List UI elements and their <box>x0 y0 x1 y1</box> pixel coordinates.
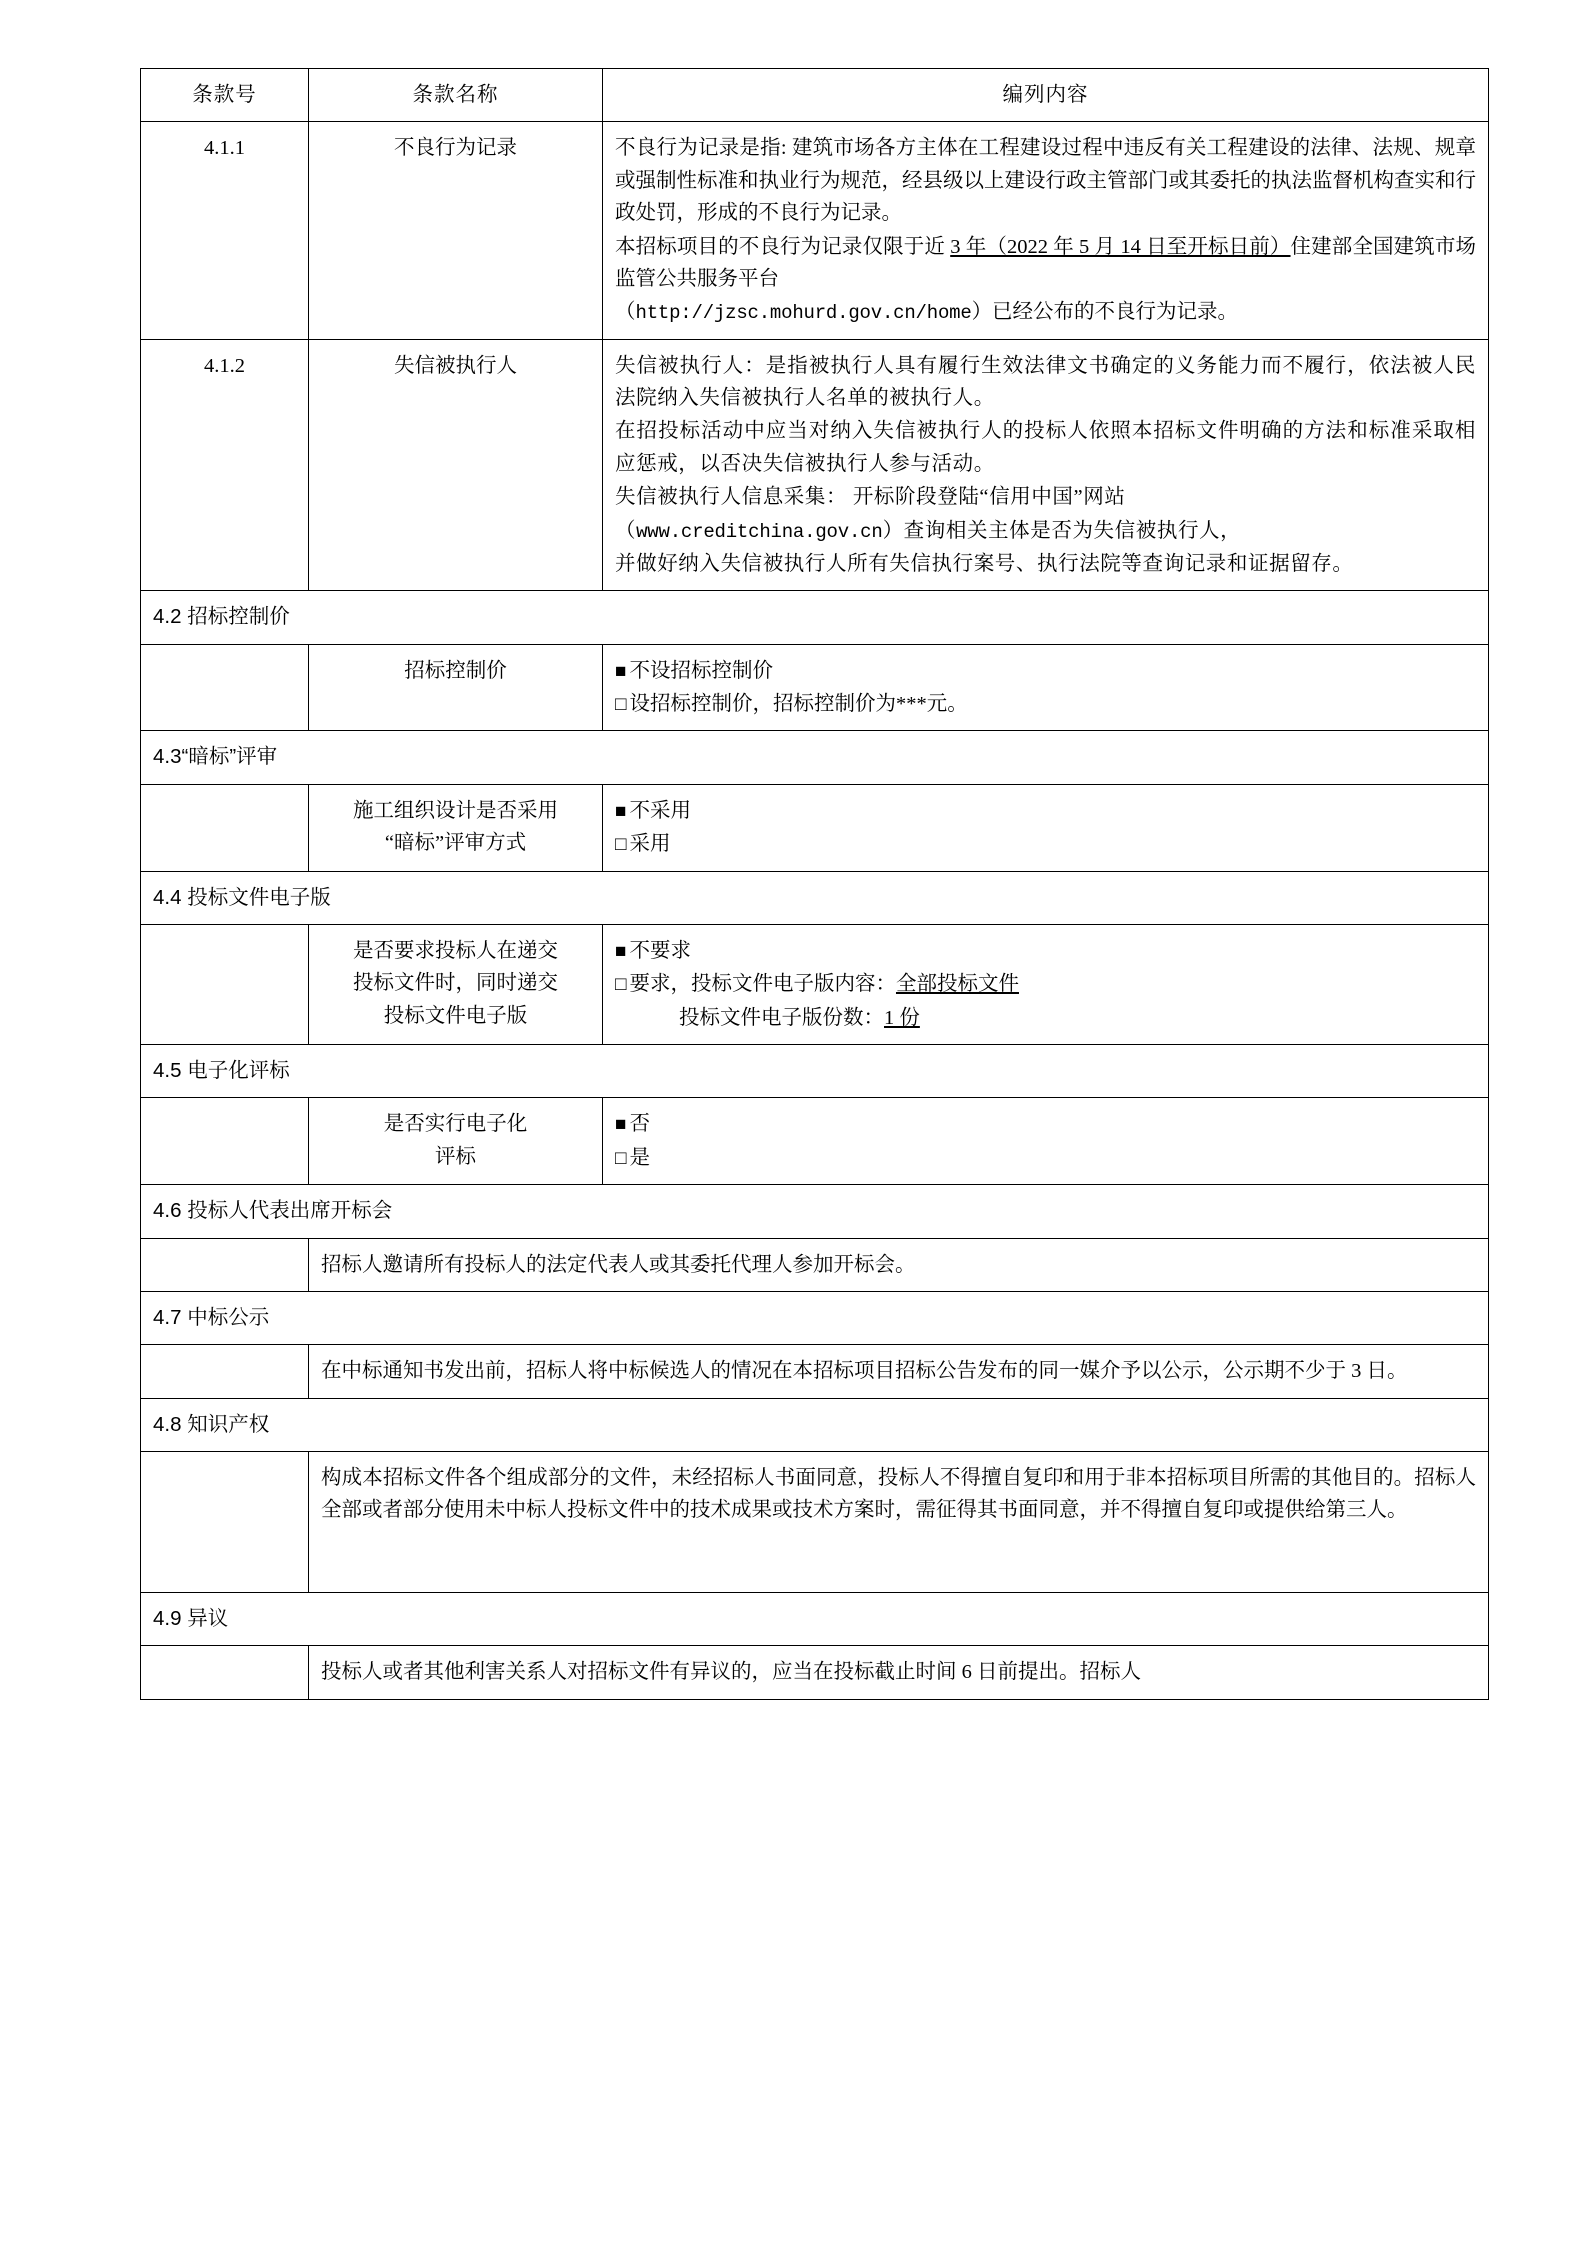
section-title-45: 4.5 电子化评标 <box>141 1045 1489 1098</box>
table-row <box>141 1452 1489 1593</box>
clause-content-e-evaluation <box>603 1098 1489 1185</box>
clause-name-411: 不良行为记录 <box>309 122 603 339</box>
table-row <box>141 924 1489 1044</box>
clause-no-412: 4.1.2 <box>141 339 309 591</box>
section-heading-row-44 <box>141 871 1489 924</box>
section-title-46: 4.6 投标人代表出席开标会 <box>141 1185 1489 1238</box>
clause-no-empty <box>141 1452 309 1593</box>
table-row <box>141 1098 1489 1185</box>
clause-content-winner-publicity: 在中标通知书发出前，招标人将中标候选人的情况在本招标项目招标公告发布的同一媒介予以公示，公示期不少于 3 日。 <box>309 1345 1489 1398</box>
clause-name-line: 投标文件时，同时递交 <box>353 972 558 995</box>
paragraph: 在招投标活动中应当对纳入失信被执行人的投标人依照本招标文件明确的方法和标准采取相应惩戒，以否决失信被执行人参与活动。 <box>615 420 1476 475</box>
header-clause-name: 条款名称 <box>309 69 603 122</box>
table-row <box>141 644 1489 731</box>
copies-value: 1 份 <box>884 1006 920 1029</box>
option-checked[interactable]: ■ 不要求 <box>615 935 1476 967</box>
section-title-42: 4.2 招标控制价 <box>141 591 1489 644</box>
jzsc-url: http://jzsc.mohurd.gov.cn/home <box>635 302 972 325</box>
section-heading-row-42 <box>141 591 1489 644</box>
section-title-43: 4.3“暗标”评审 <box>141 731 1489 784</box>
copies-label: 投标文件电子版份数： <box>679 1006 884 1029</box>
option-checked[interactable]: ■ 不设招标控制价 <box>615 655 1476 687</box>
paragraph: 失信被执行人：是指被执行人具有履行生效法律文书确定的义务能力而不履行，依法被人民法院纳入失信被执行人名单的被执行人。 <box>615 354 1476 409</box>
clause-no-empty <box>141 784 309 871</box>
section-title-49: 4.9 异议 <box>141 1593 1489 1646</box>
url-suffix: ）查询相关主体是否为失信被执行人， <box>882 519 1242 542</box>
section-heading-row-43 <box>141 731 1489 784</box>
clause-no-empty <box>141 1098 309 1185</box>
clause-content-attendance: 招标人邀请所有投标人的法定代表人或其委托代理人参加开标会。 <box>309 1238 1489 1291</box>
clause-content-e-version <box>603 924 1489 1044</box>
clause-content-objection: 投标人或者其他利害关系人对招标文件有异议的，应当在投标截止时间 6 日前提出。招标人 <box>309 1646 1489 1699</box>
clause-name-line: 是否要求投标人在递交 <box>353 939 558 962</box>
clause-no-empty <box>141 1345 309 1398</box>
e-version-content-value: 全部投标文件 <box>895 973 1019 996</box>
option-unchecked[interactable] <box>615 968 1476 1000</box>
option-label: 要求，投标文件电子版内容： <box>629 973 896 996</box>
clause-no-empty <box>141 1646 309 1699</box>
clause-content-411 <box>603 122 1489 339</box>
paren-open: （ <box>615 301 636 324</box>
clause-no-411: 4.1.1 <box>141 122 309 339</box>
paragraph-url <box>615 296 1476 328</box>
table-row <box>141 1646 1489 1699</box>
option-unchecked[interactable]: □ 采用 <box>615 828 1476 860</box>
paragraph: 不良行为记录是指: 建筑市场各方主体在工程建设过程中违反有关工程建设的法律、法规、规章或强制性标准和执业行为规范，经县级以上建设行政主管部门或其委托的执法监督机构查实和行政处罚，形成的不良行为记录。 <box>615 137 1476 225</box>
url-suffix: ）已经公布的不良行为记录。 <box>971 301 1239 324</box>
paragraph-url <box>615 515 1476 547</box>
section-heading-row-48 <box>141 1398 1489 1451</box>
section-heading-row-46 <box>141 1185 1489 1238</box>
option-unchecked[interactable]: □ 设招标控制价，招标控制价为***元。 <box>615 688 1476 720</box>
option-checked[interactable]: ■ 不采用 <box>615 795 1476 827</box>
paragraph: 并做好纳入失信被执行人所有失信执行案号、执行法院等查询记录和证据留存。 <box>615 552 1354 575</box>
clause-name-line: 投标文件电子版 <box>383 1004 528 1027</box>
clause-name-line: “暗标”评审方式 <box>384 832 527 855</box>
section-heading-row-45 <box>141 1045 1489 1098</box>
clause-content-412 <box>603 339 1489 591</box>
clause-name-412: 失信被执行人 <box>309 339 603 591</box>
clause-name-blind-review <box>309 784 603 871</box>
paren-open: （ <box>615 519 637 542</box>
underlined-date-range: 3 年（2022 年 5 月 14 日至开标日前） <box>950 235 1291 258</box>
header-clause-no: 条款号 <box>141 69 309 122</box>
section-title-48: 4.8 知识产权 <box>141 1398 1489 1451</box>
table-row <box>141 784 1489 871</box>
header-content: 编列内容 <box>603 69 1489 122</box>
table-row <box>141 1238 1489 1291</box>
clause-name-line: 评标 <box>435 1145 476 1168</box>
clause-content-ip: 构成本招标文件各个组成部分的文件，未经招标人书面同意，投标人不得擅自复印和用于非本招标项目所需的其他目的。招标人全部或者部分使用未中标人投标文件中的技术成果或技术方案时，需征得其书面同意，并不得擅自复印或提供给第三人。 <box>309 1452 1489 1593</box>
section-heading-row-47 <box>141 1291 1489 1344</box>
clause-name-control-price: 招标控制价 <box>309 644 603 731</box>
clause-no-empty <box>141 644 309 731</box>
section-heading-row-49 <box>141 1593 1489 1646</box>
creditchina-url: www.creditchina.gov.cn <box>636 520 883 543</box>
clause-table <box>140 68 1489 1700</box>
option-checked[interactable]: ■ 否 <box>615 1108 1476 1140</box>
section-title-47: 4.7 中标公示 <box>141 1291 1489 1344</box>
clause-name-e-evaluation <box>309 1098 603 1185</box>
table-row <box>141 339 1489 591</box>
table-row <box>141 1345 1489 1398</box>
clause-name-line: 是否实行电子化 <box>383 1113 528 1136</box>
clause-name-e-version <box>309 924 603 1044</box>
paragraph: 失信被执行人信息采集： 开标阶段登陆“信用中国”网站 <box>615 486 1126 509</box>
option-unchecked[interactable]: □ 是 <box>615 1142 1476 1174</box>
clause-no-empty <box>141 924 309 1044</box>
e-version-copies-line <box>615 1002 1476 1034</box>
clause-content-blind-review <box>603 784 1489 871</box>
clause-content-control-price <box>603 644 1489 731</box>
table-header-row <box>141 69 1489 122</box>
clause-no-empty <box>141 1238 309 1291</box>
clause-name-line: 施工组织设计是否采用 <box>353 799 558 822</box>
section-title-44: 4.4 投标文件电子版 <box>141 871 1489 924</box>
table-row <box>141 122 1489 339</box>
paragraph: 本招标项目的不良行为记录仅限于近 3 年（2022 年 5 月 14 日至开标日前）住建部全国建筑市场监管公共服务平台 <box>615 235 1477 290</box>
